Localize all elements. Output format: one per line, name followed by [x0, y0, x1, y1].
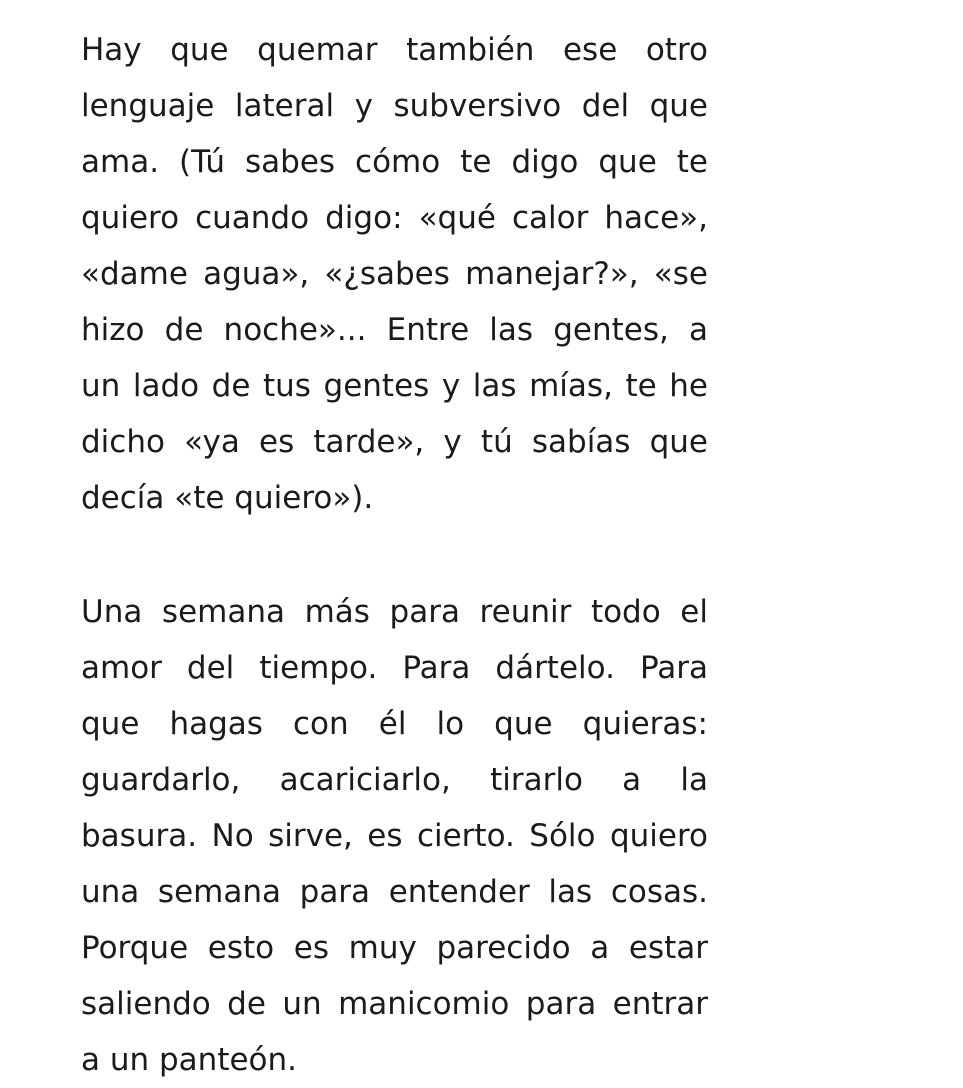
text-line: a un panteón. — [81, 1042, 298, 1078]
text-line: guardarlo, acariciarlo, tirarlo a la — [81, 762, 708, 798]
text-line: que hagas con él lo que quieras: — [81, 706, 708, 742]
text-line: lenguaje lateral y subversivo del que — [81, 88, 708, 124]
text-line: un lado de tus gentes y las mías, te he — [81, 368, 708, 404]
text-line: basura. No sirve, es cierto. Sólo quiero — [81, 818, 708, 854]
text-line: quiero cuando digo: «qué calor hace», — [81, 200, 708, 236]
text-line: Porque esto es muy parecido a estar — [81, 930, 708, 966]
text-line: ama. (Tú sabes cómo te digo que te — [81, 144, 708, 180]
text-line: «dame agua», «¿sabes manejar?», «se — [81, 256, 708, 292]
text-line: hizo de noche»... Entre las gentes, a — [81, 312, 708, 348]
paragraph-1 — [81, 22, 708, 526]
paragraph-spacer — [81, 526, 708, 584]
text-line: saliendo de un manicomio para entrar — [81, 986, 708, 1022]
paragraph-2 — [81, 584, 708, 1088]
text-line: dicho «ya es tarde», y tú sabías que — [81, 424, 708, 460]
text-line: Una semana más para reunir todo el — [81, 594, 708, 630]
text-line: amor del tiempo. Para dártelo. Para — [81, 650, 708, 686]
text-line: una semana para entender las cosas. — [81, 874, 708, 910]
text-line: decía «te quiero»). — [81, 480, 374, 516]
text-column — [81, 22, 708, 1088]
text-line: Hay que quemar también ese otro — [81, 32, 708, 68]
